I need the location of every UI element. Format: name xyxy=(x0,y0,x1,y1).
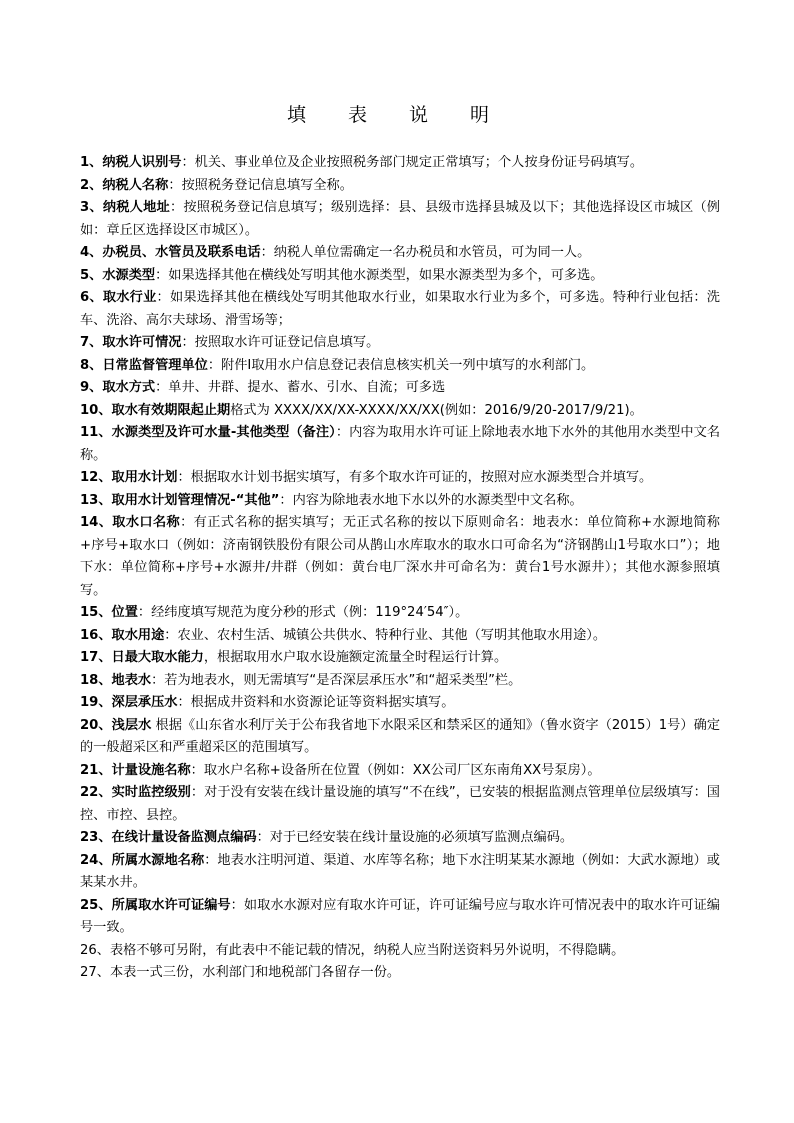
instruction-item-key: 23、在线计量设备监测点编码 xyxy=(80,830,257,845)
instruction-item-key: 17、日最大取水能力 xyxy=(80,650,204,665)
instruction-item xyxy=(80,422,720,467)
instruction-item-text: ：按照税务登记信息填写；级别选择：县、县级市选择县城及以下；其他选择设区市城区（例如：章丘区选择设区市城区）。 xyxy=(80,200,720,238)
instruction-item xyxy=(80,467,720,490)
instruction-item xyxy=(80,962,720,985)
instruction-item xyxy=(80,715,720,760)
instruction-item-key: 13、取用水计划管理情况-“其他” xyxy=(80,492,280,508)
instruction-item-key: 21、计量设施名称 xyxy=(80,762,191,778)
instruction-item xyxy=(80,377,720,400)
instruction-item xyxy=(80,197,720,242)
instruction-item xyxy=(80,647,720,670)
instruction-item xyxy=(80,242,720,265)
instruction-item-key: 8、日常监督管理单位 xyxy=(80,357,208,373)
instruction-item-key: 18、地表水 xyxy=(80,672,152,688)
page-title: 填 表 说 明 xyxy=(286,104,508,126)
instruction-item-key: 7、取水许可情况 xyxy=(80,335,182,350)
instruction-item-text: ：取水户名称+设备所在位置（例如：XX公司厂区东南角XX号泵房）。 xyxy=(190,762,601,778)
instruction-item-key: 6、取水行业 xyxy=(80,290,157,305)
instruction-item xyxy=(80,287,720,332)
instruction-item-key: 11、水源类型及许可水量-其他类型（备注） xyxy=(80,425,336,440)
instruction-item xyxy=(80,895,720,940)
instruction-item xyxy=(80,400,720,423)
instruction-item-text: ：纳税人单位需确定一名办税员和水管员，可为同一人。 xyxy=(260,245,591,260)
instruction-item xyxy=(80,760,720,783)
instruction-item-key: 16、取水用途 xyxy=(80,627,165,643)
instruction-item xyxy=(80,692,720,715)
instruction-item xyxy=(80,602,720,625)
instruction-item xyxy=(80,175,720,198)
instruction-item xyxy=(80,670,720,693)
instruction-item-key: 14、取水口名称 xyxy=(80,515,181,530)
instruction-item-text: ：如果选择其他在横线处写明其他取水行业，如果取水行业为多个，可多选。特种行业包括：洗车、洗浴、高尔夫球场、滑雪场等； xyxy=(80,290,720,328)
instruction-item xyxy=(80,332,720,355)
instruction-item xyxy=(80,850,720,895)
instruction-item xyxy=(80,625,720,648)
instruction-item xyxy=(80,152,720,175)
instruction-item-text: ：若为地表水，则无需填写“是否深层承压水”和“超采类型”栏。 xyxy=(151,672,522,688)
instruction-item-text: ：内容为除地表水地下水以外的水源类型中文名称。 xyxy=(279,492,583,508)
instruction-item-key: 9、取水方式 xyxy=(80,380,156,395)
instruction-item-key: 15、位置 xyxy=(80,605,138,620)
instruction-item-key: 22、实时监控级别 xyxy=(80,785,191,800)
instruction-item-text: ：对于已经安装在线计量设施的必须填写监测点编码。 xyxy=(256,830,574,845)
instruction-item-text: ：如取水水源对应有取水许可证，许可证编号应与取水许可情况表中的取水许可证编号一致。 xyxy=(80,897,720,935)
instruction-item-key: 20、浅层水 xyxy=(80,717,152,733)
instruction-item xyxy=(80,940,720,963)
instruction-item-text: ：如果选择其他在横线处写明其他水源类型，如果水源类型为多个，可多选。 xyxy=(155,267,604,283)
instruction-item-key: 19、深层承压水 xyxy=(80,695,178,710)
instruction-item-text: 根据《山东省水利厅关于公布我省地下水限采区和禁采区的通知》（鲁水资字（2015）1号）确定的一般超采区和严重超采区的范围填写。 xyxy=(80,717,720,755)
instruction-item xyxy=(80,512,720,602)
instruction-item-key: 25、所属取水许可证编号 xyxy=(80,897,231,913)
instruction-item-key: 10、取水有效期限起止期 xyxy=(80,402,231,418)
instruction-item-key: 3、纳税人地址 xyxy=(80,200,170,215)
instruction-item-text: ：根据成井资料和水资源论证等资料据实填写。 xyxy=(177,695,455,710)
instruction-item-text: 27、本表一式三份，水利部门和地税部门各留存一份。 xyxy=(80,965,401,980)
instruction-list xyxy=(80,152,720,985)
instruction-item-text: ：附件Ⅰ取用水户信息登记表信息核实机关一列中填写的水利部门。 xyxy=(207,357,595,373)
instruction-item xyxy=(80,782,720,827)
instruction-item-text: ，根据取用水户取水设施额定流量全时程运行计算。 xyxy=(203,650,508,665)
instruction-item-key: 4、办税员、水管员及联系电话 xyxy=(80,245,261,260)
instruction-item-text: ：农业、农村生活、城镇公共供水、特种行业、其他（写明其他取水用途）。 xyxy=(164,627,607,643)
instruction-item-text: ：经纬度填写规范为度分秒的形式（例：119°24′54″）。 xyxy=(137,605,469,620)
instruction-item-key: 12、取用水计划 xyxy=(80,470,178,485)
instruction-item xyxy=(80,265,720,288)
instruction-item-text: ：有正式名称的据实填写；无正式名称的按以下原则命名：地表水：单位简称+水源地简称+序号+取水口（例如：济南钢铁股份有限公司从鹊山水库取水的取水口可命名为“济钢鹊山1号取水口”）；地下水：单位简称+序号+水源井/井群（例如：黄台电厂深水井可命名为：黄台1号水源井）；其他水源参照填写。 xyxy=(80,515,720,598)
instruction-item xyxy=(80,827,720,850)
instruction-item-text: ：内容为取用水许可证上除地表水地下水外的其他用水类型中文名称。 xyxy=(80,425,721,463)
instruction-item-key: 5、水源类型 xyxy=(80,267,156,283)
instruction-item-key: 24、所属水源地名称 xyxy=(80,852,205,868)
instruction-item-text: ：地表水注明河道、渠道、水库等名称；地下水注明某某水源地（例如：大武水源地）或某某水井。 xyxy=(80,852,720,890)
instruction-item-key: 2、纳税人名称 xyxy=(80,177,169,193)
instruction-item-text: ：单井、井群、提水、蓄水、引水、自流；可多选 xyxy=(155,380,446,395)
instruction-item-text: 格式为 XXXX/XX/XX-XXXX/XX/XX(例如：2016/9/20-2017/9/21)。 xyxy=(230,402,643,418)
instruction-item-text: 26、表格不够可另附，有此表中不能记载的情况，纳税人应当附送资料另外说明，不得隐瞒。 xyxy=(80,942,625,958)
instruction-item-text: ：机关、事业单位及企业按照税务部门规定正常填写；个人按身份证号码填写。 xyxy=(181,155,644,170)
instruction-item-text: ：按照税务登记信息填写全称。 xyxy=(168,177,353,193)
instruction-item-text: ：对于没有安装在线计量设施的填写“不在线”，已安装的根据监测点管理单位层级填写：国控、市控、县控。 xyxy=(80,785,720,823)
instruction-item-text: ：按照取水许可证登记信息填写。 xyxy=(181,335,380,350)
instruction-item-key: 1、纳税人识别号 xyxy=(80,155,182,170)
instruction-item xyxy=(80,355,720,378)
instruction-item-text: ：根据取水计划书据实填写，有多个取水许可证的，按照对应水源类型合并填写。 xyxy=(177,470,653,485)
instruction-item xyxy=(80,490,720,513)
